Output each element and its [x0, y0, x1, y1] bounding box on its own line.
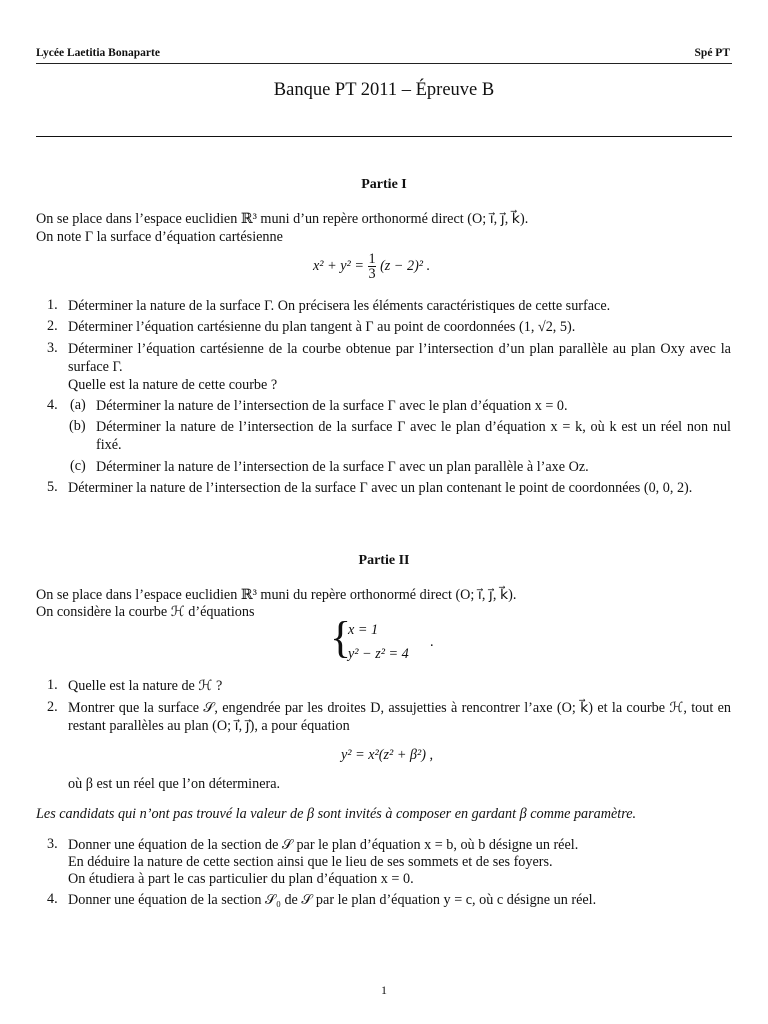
page-title: Banque PT 2011 – Épreuve B: [273, 80, 495, 100]
part1-question-1: Déterminer la nature de la surface Γ. On précisera les éléments caractéristiques de cette surface.: [68, 298, 611, 314]
item-number: 4.: [47, 891, 58, 907]
part1-intro-1: On se place dans l’espace euclidien ℝ³ muni d’un repère orthonormé direct (O; i⃗, j⃗, k⃗).: [36, 211, 529, 227]
part2-question-4: Donner une équation de la section 𝒮₀ de 𝒮 par le plan d’équation y = c, où c désigne un réel.: [68, 892, 597, 908]
part1-question-2: Déterminer l’équation cartésienne du plan tangent à Γ au point de coordonnées (1, √2, 5).: [68, 319, 576, 335]
equation-fraction: [368, 252, 375, 281]
header-school: Lycée Laetitia Bonaparte: [36, 47, 160, 59]
item-number: 3.: [47, 340, 58, 356]
system-brace: {: [330, 613, 352, 662]
part2-intro-1: On se place dans l’espace euclidien ℝ³ muni du repère orthonormé direct (O; i⃗, j⃗, k⃗).: [36, 587, 517, 603]
title-rule: [36, 136, 732, 137]
fraction-numerator: 1: [368, 251, 376, 267]
part1-question-4c: Déterminer la nature de l’intersection de la surface Γ avec un plan parallèle à l’axe Oz.: [96, 459, 589, 475]
part2-note: Les candidats qui n’ont pas trouvé la valeur de β sont invités à composer en gardant β comme paramètre.: [36, 806, 637, 822]
fraction-denominator: 3: [368, 266, 376, 282]
part2-question-2-after: où β est un réel que l’on déterminera.: [68, 776, 281, 792]
part1-intro-2: On note Γ la surface d’équation cartésienne: [36, 229, 283, 245]
item-number: 3.: [47, 836, 58, 852]
sub-label: (c): [70, 458, 86, 474]
sub-label: (a): [70, 397, 86, 413]
part2-question-3-line-2: En déduire la nature de cette section ainsi que le lieu de ses sommets et de ses foyers.: [68, 854, 553, 870]
part2-system: [330, 613, 450, 668]
item-number: 2.: [47, 318, 58, 334]
page-number: 1: [381, 983, 387, 997]
part2-heading: Partie II: [358, 553, 410, 568]
part1-question-3-followup: Quelle est la nature de cette courbe ?: [68, 377, 278, 393]
system-dot: .: [430, 634, 434, 650]
header-class: Spé PT: [694, 47, 730, 59]
part1-question-5: Déterminer la nature de l’intersection de la surface Γ avec un plan contenant le point de coordonnées (0, 0, 2).: [68, 480, 693, 496]
part1-question-4b: Déterminer la nature de l’intersection de la surface Γ avec le plan d’équation x = k, où k est un réel non nul fixé.: [96, 419, 731, 453]
sub-label: (b): [69, 418, 86, 434]
item-number: 1.: [47, 297, 58, 313]
equation-right: (z − 2)² .: [380, 257, 431, 274]
item-number: 5.: [47, 479, 58, 495]
item-number: 1.: [47, 677, 58, 693]
system-line-1: x = 1: [348, 622, 379, 638]
part2-question-2: Montrer que la surface 𝒮, engendrée par les droites D, assujetties à rencontrer l’axe (O; k⃗) et la courbe ℋ, tout en restant parallèles au plan (O; i⃗, j⃗), a pour équation: [68, 700, 731, 734]
item-number: 2.: [47, 699, 58, 715]
part1-question-4a: Déterminer la nature de l’intersection de la surface Γ avec le plan d’équation x = 0.: [96, 398, 568, 414]
part2-question-1: Quelle est la nature de ℋ ?: [68, 678, 223, 694]
part1-heading: Partie I: [361, 177, 407, 192]
header-rule: [36, 63, 732, 64]
system-line-2: y² − z² = 4: [348, 646, 409, 662]
part1-equation: [313, 252, 430, 281]
part1-question-3: Déterminer l’équation cartésienne de la courbe obtenue par l’intersection d’un plan parallèle au plan Oxy avec la surface Γ.: [68, 341, 731, 375]
part2-equation: y² = x²(z² + β²) ,: [341, 747, 434, 763]
item-number: 4.: [47, 397, 58, 413]
part2-intro-2: On considère la courbe ℋ d’équations: [36, 604, 255, 620]
equation-left: x² + y² =: [313, 257, 364, 274]
part2-question-3-line-1: Donner une équation de la section de 𝒮 par le plan d’équation x = b, où b désigne un réel.: [68, 837, 579, 853]
part2-question-3-line-3: On étudiera à part le cas particulier du plan d’équation x = 0.: [68, 871, 414, 887]
